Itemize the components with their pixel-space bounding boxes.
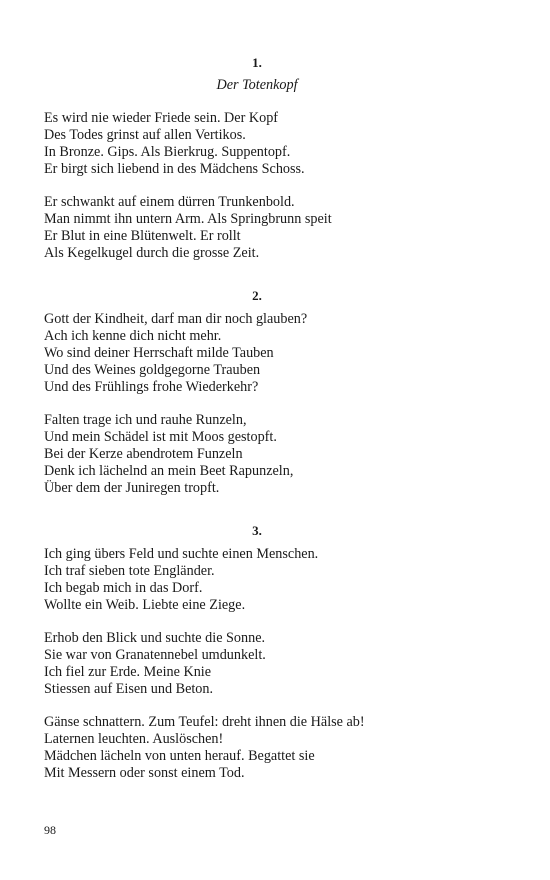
poem-line: Gänse schnattern. Zum Teufel: dreht ihnen die Hälse ab! xyxy=(44,714,365,730)
poem-line: Gott der Kindheit, darf man dir noch glauben? xyxy=(44,311,308,327)
poem-line: Als Kegelkugel durch die grosse Zeit. xyxy=(44,245,260,261)
poem-line: Mädchen lächeln von unten herauf. Begattet sie xyxy=(44,748,315,764)
poem-line: Des Todes grinst auf allen Vertikos. xyxy=(44,127,246,143)
stanza xyxy=(44,714,524,782)
stanza xyxy=(44,412,524,497)
poem-line: Sie war von Granatennebel umdunkelt. xyxy=(44,647,266,663)
section-number: 3. xyxy=(252,523,262,538)
poem-line: Es wird nie wieder Friede sein. Der Kopf xyxy=(44,110,279,126)
poem-line: Denk ich lächelnd an mein Beet Rapunzeln, xyxy=(44,463,294,479)
poem-title: Der Totenkopf xyxy=(216,77,298,93)
poem-line: Wo sind deiner Herrschaft milde Tauben xyxy=(44,345,274,361)
poem-line: Und mein Schädel ist mit Moos gestopft. xyxy=(44,429,277,445)
poem-line: Stiessen auf Eisen und Beton. xyxy=(44,681,214,697)
page-number: 98 xyxy=(44,823,56,837)
stanza xyxy=(44,194,524,262)
stanza xyxy=(44,546,524,614)
poem-line: In Bronze. Gips. Als Bierkrug. Suppentopf. xyxy=(44,144,291,160)
poem-line: Und des Frühlings frohe Wiederkehr? xyxy=(44,379,259,395)
stanza xyxy=(44,110,524,178)
section-number: 1. xyxy=(252,55,262,70)
poem-line: Ich begab mich in das Dorf. xyxy=(44,580,203,596)
section-number: 2. xyxy=(252,288,262,303)
poem-line: Bei der Kerze abendrotem Funzeln xyxy=(44,446,243,462)
poem-line: Und des Weines goldgegorne Trauben xyxy=(44,362,261,378)
stanza xyxy=(44,630,524,698)
poem-line: Ich traf sieben tote Engländer. xyxy=(44,563,215,579)
poem-line: Ich ging übers Feld und suchte einen Menschen. xyxy=(44,546,319,562)
poem-line: Ach ich kenne dich nicht mehr. xyxy=(44,328,222,344)
poem-line: Wollte ein Weib. Liebte eine Ziege. xyxy=(44,597,246,613)
poem-line: Er Blut in eine Blütenwelt. Er rollt xyxy=(44,228,241,244)
poem-line: Laternen leuchten. Auslöschen! xyxy=(44,731,224,747)
poem-line: Über dem der Juniregen tropft. xyxy=(44,480,220,496)
poem-line: Er schwankt auf einem dürren Trunkenbold. xyxy=(44,194,295,210)
poem-line: Er birgt sich liebend in des Mädchens Schoss. xyxy=(44,161,305,177)
poem-line: Ich fiel zur Erde. Meine Knie xyxy=(44,664,212,680)
stanza xyxy=(44,311,524,396)
poem-line: Mit Messern oder sonst einem Tod. xyxy=(44,765,245,781)
poem-line: Falten trage ich und rauhe Runzeln, xyxy=(44,412,247,428)
poem-line: Man nimmt ihn untern Arm. Als Springbrunn speit xyxy=(44,211,332,227)
poem-line: Erhob den Blick und suchte die Sonne. xyxy=(44,630,266,646)
